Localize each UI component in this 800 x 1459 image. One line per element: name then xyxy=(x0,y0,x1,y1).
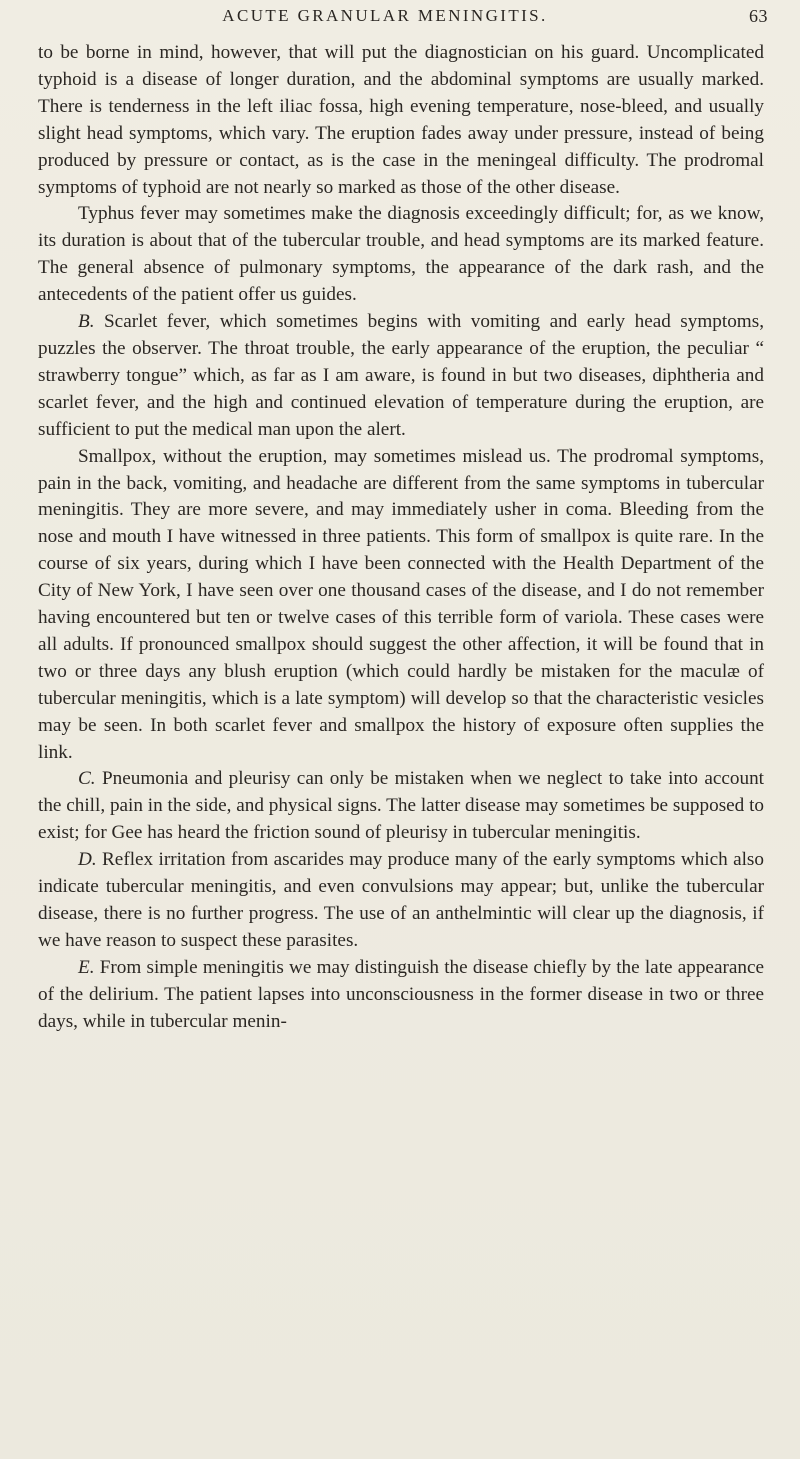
section-letter: D. xyxy=(78,849,97,871)
page-number: 63 xyxy=(749,6,768,26)
paragraph-scarlet-fever xyxy=(38,309,764,444)
page-header xyxy=(40,6,768,36)
paragraph-reflex-irritation xyxy=(38,847,764,955)
section-letter: C. xyxy=(78,768,96,790)
paragraph-text: Typhus fever may sometimes make the diagnosis exceedingly difficult; for, as we know, its duration is about that of the tubercular trouble, and head symptoms are its marked feature. The general absence of pulmonary symptoms, the appearance of the dark rash, and the antecedents of the patient offer us guides. xyxy=(38,203,764,306)
paragraph-simple-meningitis xyxy=(38,955,764,1036)
paragraph-text: Smallpox, without the eruption, may sometimes mislead us. The prodromal symptoms, pain in the back, vomiting, and headache are different from the same symptoms in tubercular meningitis. They are more severe, and may immediately usher in coma. Bleeding from the nose and mouth I have witnessed in three patients. This form of smallpox is quite rare. In the course of six years, during which I have been connected with the Health Department of the City of New York, I have seen over one thousand cases of the disease, and I do not remember having encountered but ten or twelve cases of this terrible form of variola. These cases were all adults. If pronounced smallpox should suggest the other affection, it will be found that in two or three days any blush eruption (which could hardly be mistaken for the maculæ of tubercular meningitis, which is a late symptom) will develop so that the characteristic vesicles may be seen. In both scarlet fever and smallpox the history of exposure often supplies the link. xyxy=(38,445,764,763)
running-title: ACUTE GRANULAR MENINGITIS. xyxy=(222,6,548,25)
section-letter: E. xyxy=(78,956,95,978)
paragraph-typhus xyxy=(38,201,764,309)
paragraph-text: Pneumonia and pleurisy can only be mistaken when we neglect to take into account the chill, pain in the side, and physical signs. The latter disease may sometimes be supposed to exist; for Gee has heard the friction sound of pleurisy in tubercular meningitis. xyxy=(38,768,764,844)
paragraph-text: Reflex irritation from ascarides may produce many of the early symptoms which also indicate tubercular meningitis, and even convulsions may appear; but, unlike the tubercular disease, there is no further progress. The use of an anthelmintic will clear up the diagnosis, if we have reason to suspect these parasites. xyxy=(38,849,764,951)
paragraph-typhoid-continued xyxy=(38,40,764,201)
paragraph-text: Scarlet fever, which sometimes begins with vomiting and early head symptoms, puzzles the observer. The throat trouble, the early appearance of the eruption, the peculiar “ strawberry tongue” which, as far as I am aware, is found in but two diseases, diphtheria and scarlet fever, and the high and continued elevation of temperature during the eruption, are sufficient to put the medical man upon the alert. xyxy=(38,311,764,440)
body-text xyxy=(38,40,764,1036)
section-letter: B. xyxy=(78,311,95,333)
paragraph-text: to be borne in mind, however, that will put the diagnostician on his guard. Uncomplicated typhoid is a disease of longer duration, and the abdominal symptoms are usually marked. There is tenderness in the left iliac fossa, high evening temperature, nose-bleed, and usually slight head symptoms, which vary. The eruption fades away under pressure, instead of being produced by pressure or contact, as is the case in the meningeal difficulty. The prodromal symptoms of typhoid are not nearly so marked as those of the other disease. xyxy=(38,42,764,198)
paragraph-pneumonia xyxy=(38,766,764,847)
paragraph-text: From simple meningitis we may distinguish the disease chiefly by the late appearance of the delirium. The patient lapses into unconsciousness in the former disease in two or three days, while in tubercular menin- xyxy=(38,956,764,1032)
paragraph-smallpox xyxy=(38,444,764,767)
